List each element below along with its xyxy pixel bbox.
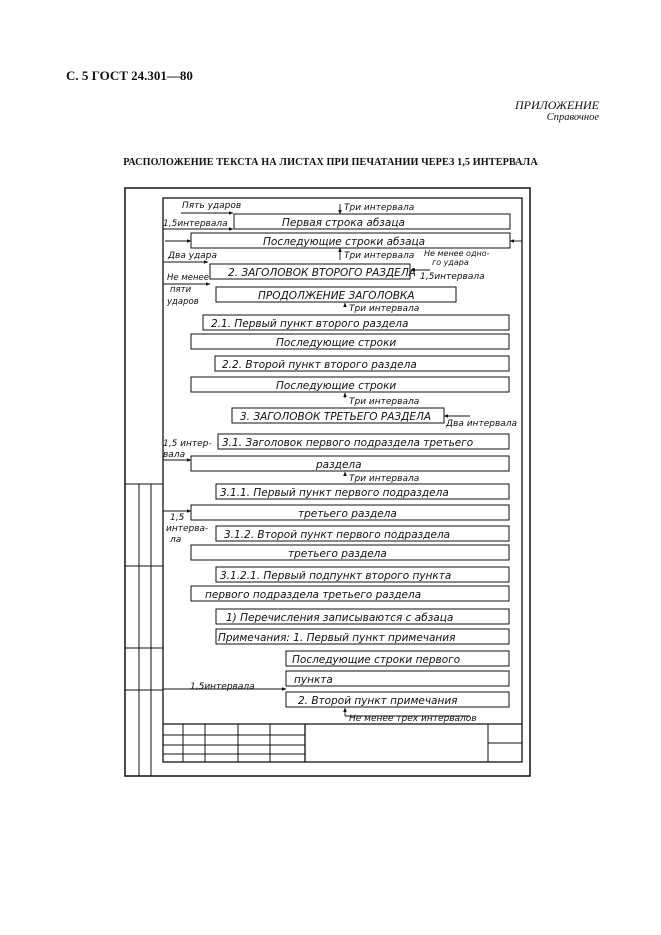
- line-item-3-1-1: 3.1.1. Первый пункт первого подраздела: [220, 487, 449, 499]
- note-1-5-interval-5: 1,5интервала: [190, 682, 255, 692]
- line-item-3-1-1-cont: третьего раздела: [298, 508, 397, 520]
- line-notes-second-item: 2. Второй пункт примечания: [298, 695, 458, 707]
- note-1-5-interval-4b: интерва-: [166, 524, 209, 534]
- note-1-5-interval-3a: 1,5 интер-: [163, 439, 212, 449]
- line-item-2-2: 2.2. Второй пункт второго раздела: [222, 359, 417, 371]
- note-at-least-one-stroke-2: го удара: [432, 258, 469, 267]
- document-title: РАСПОЛОЖЕНИЕ ТЕКСТА НА ЛИСТАХ ПРИ ПЕЧАТАНИИ ЧЕРЕЗ 1,5 ИНТЕРВАЛА: [123, 157, 538, 168]
- note-1-5-interval-4a: 1,5: [170, 513, 185, 523]
- note-at-least-three-intervals: Не менее трех интервалов: [349, 714, 477, 724]
- title-block: [163, 724, 522, 762]
- note-1-5-interval-2: 1,5интервала: [420, 272, 485, 282]
- note-three-intervals-5: Три интервала: [349, 474, 420, 484]
- appendix-type: Справочное: [546, 112, 599, 123]
- sheet-inner-frame: [163, 198, 522, 762]
- note-two-intervals: Два интервала: [446, 419, 518, 429]
- line-subsection-3-1-heading: 3.1. Заголовок первого подраздела третьего: [222, 437, 474, 449]
- line-item-3-1-2: 3.1.2. Второй пункт первого подраздела: [224, 529, 451, 541]
- note-1-5-interval-4c: ла: [170, 535, 182, 545]
- line-subitem-3-1-2-1: 3.1.2.1. Первый подпункт второго пункта: [220, 570, 452, 582]
- line-following-lines-b: Последующие строки: [276, 380, 397, 392]
- line-section-2-heading: 2. ЗАГОЛОВОК ВТОРОГО РАЗДЕЛА: [228, 267, 416, 279]
- note-five-strokes: Пять ударов: [182, 201, 242, 211]
- note-at-least-five-strokes-3: ударов: [167, 297, 199, 307]
- note-1-5-interval-1: 1,5интервала: [163, 219, 228, 229]
- note-at-least-one-stroke-1: Не менее одно-: [424, 249, 490, 258]
- note-three-intervals-4: Три интервала: [349, 397, 420, 407]
- line-notes-first-item: Примечания: 1. Первый пункт примечания: [218, 632, 456, 644]
- appendix-label: ПРИЛОЖЕНИЕ: [515, 98, 599, 112]
- line-subitem-3-1-2-1-cont: первого подраздела третьего раздела: [205, 589, 422, 601]
- line-following-paragraph-lines: Последующие строки абзаца: [263, 236, 426, 248]
- line-following-lines-a: Последующие строки: [276, 337, 397, 349]
- line-item-3-1-2-cont: третьего раздела: [288, 548, 387, 560]
- line-enumeration: 1) Перечисления записываются с абзаца: [226, 612, 454, 624]
- note-three-intervals-3: Три интервала: [349, 304, 420, 314]
- line-notes-following-cont: пункта: [294, 674, 333, 686]
- page-header: С. 5 ГОСТ 24.301—80: [66, 68, 193, 83]
- line-heading-continuation: ПРОДОЛЖЕНИЕ ЗАГОЛОВКА: [258, 290, 415, 302]
- note-at-least-five-strokes-2: пяти: [170, 285, 192, 295]
- line-section-3-heading: 3. ЗАГОЛОВОК ТРЕТЬЕГО РАЗДЕЛА: [240, 411, 432, 423]
- note-two-strokes: Два удара: [168, 251, 218, 261]
- left-margin-grid: [125, 484, 163, 776]
- note-three-intervals-2: Три интервала: [344, 251, 415, 261]
- line-item-2-1: 2.1. Первый пункт второго раздела: [211, 318, 409, 330]
- line-subsection-3-1-cont: раздела: [316, 459, 362, 471]
- note-three-intervals-1: Три интервала: [344, 203, 415, 213]
- note-1-5-interval-3b: вала: [163, 450, 186, 460]
- line-first-paragraph-line: Первая строка абзаца: [282, 217, 405, 229]
- line-notes-following: Последующие строки первого: [292, 654, 461, 666]
- note-at-least-five-strokes-1: Не менее: [167, 273, 209, 283]
